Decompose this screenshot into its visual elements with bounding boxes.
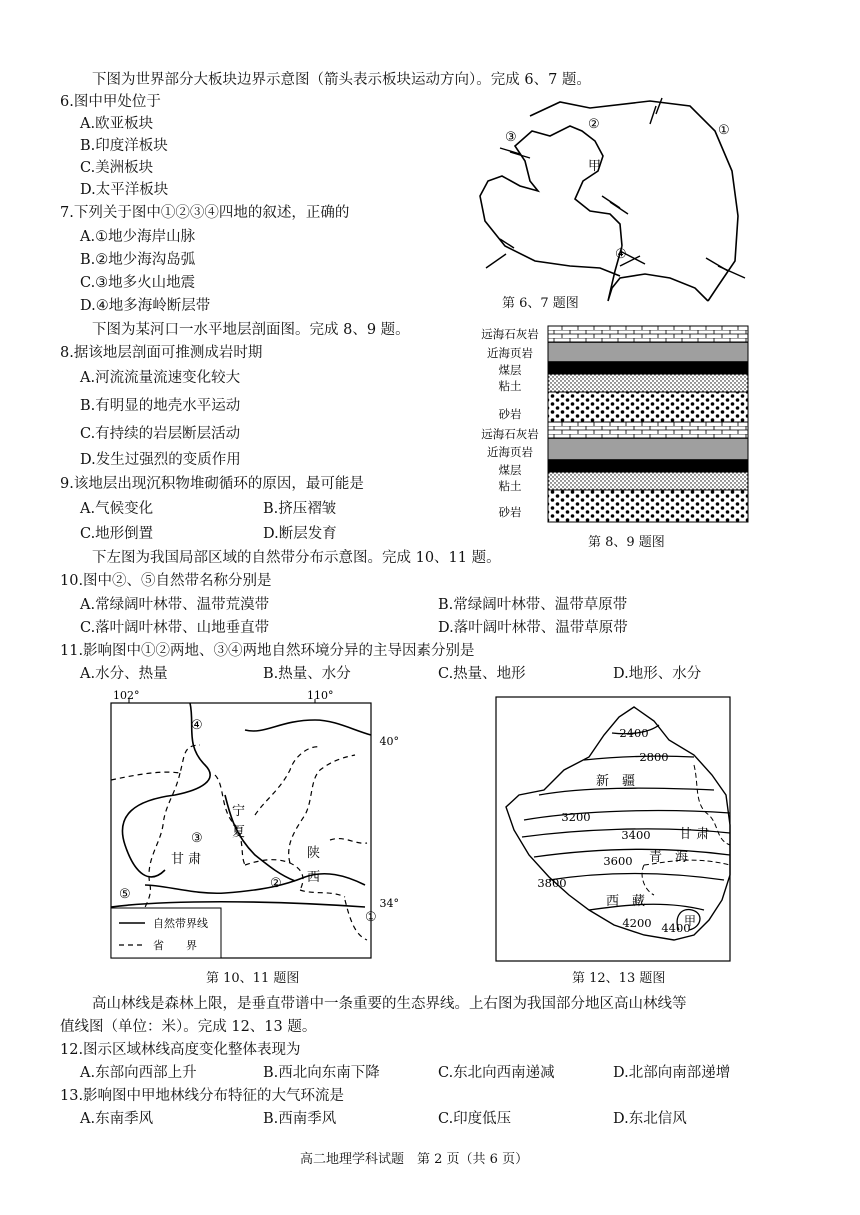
region-4: ④ xyxy=(191,718,203,733)
layer-clay-2 xyxy=(548,472,748,490)
q9-stem: 9.该地层出现沉积物堆砌循环的原因，最可能是 xyxy=(60,476,364,492)
q12-option-c: C.东北向西南递减 xyxy=(438,1065,555,1081)
layer-shale-1 xyxy=(548,342,748,362)
q9-option-b: B.挤压褶皱 xyxy=(263,501,337,517)
layer-label: 近海页岩 xyxy=(487,346,533,360)
layer-sand-2 xyxy=(548,490,748,522)
contour-2800: 2800 xyxy=(639,750,669,764)
label-gansu: 甘 肃 xyxy=(679,827,710,842)
lat-34-label: 34° xyxy=(379,897,399,910)
q6-option-a: A.欧亚板块 xyxy=(80,116,154,132)
q6-option-d: D.太平洋板块 xyxy=(80,182,169,198)
q10-option-d: D.落叶阔叶林带、温带草原带 xyxy=(438,620,628,636)
province-gansu: 甘 肃 xyxy=(171,852,202,867)
q8-option-c: C.有持续的岩层断层活动 xyxy=(80,426,241,442)
q11-stem: 11.影响图中①②两地、③④两地自然环境分异的主导因素分别是 xyxy=(60,643,475,659)
layer-shale-2 xyxy=(548,438,748,460)
layer-label: 煤层 xyxy=(498,363,522,377)
region-1: ① xyxy=(365,910,377,925)
contour-3800: 3800 xyxy=(537,876,567,890)
q6-stem: 6.图中甲处位于 xyxy=(60,94,161,110)
q10-option-c: C.落叶阔叶林带、山地垂直带 xyxy=(80,620,270,636)
q11-option-c: C.热量、地形 xyxy=(438,666,526,682)
strata-profile xyxy=(470,322,760,527)
intro-12-13-line1: 高山林线是森林上限，是垂直带谱中一条重要的生态界线。上右图为我国部分地区高山林线等 xyxy=(92,996,687,1012)
intro-6-7: 下图为世界部分大板块边界示意图（箭头表示板块运动方向）。完成 6、7 题。 xyxy=(92,72,591,88)
province-ningxia-2: 夏 xyxy=(232,825,246,840)
layer-label: 近海页岩 xyxy=(487,445,533,459)
contour-3200: 3200 xyxy=(561,810,591,824)
legend-zone-boundary: 自然带界线 xyxy=(153,917,208,930)
lat-40-label: 40° xyxy=(379,735,399,748)
layer-label: 砂岩 xyxy=(498,505,522,519)
marker-3: ③ xyxy=(505,130,517,145)
q8-option-a: A.河流流量流速变化较大 xyxy=(80,370,241,386)
layer-label: 砂岩 xyxy=(498,407,522,421)
legend-province-boundary: 省 界 xyxy=(153,939,197,952)
q8-option-b: B.有明显的地壳水平运动 xyxy=(80,398,241,414)
q12-option-b: B.西北向东南下降 xyxy=(263,1065,380,1081)
q8-option-d: D.发生过强烈的变质作用 xyxy=(80,452,241,468)
q7-option-d: D.④地多海岭断层带 xyxy=(80,298,211,314)
contour-2400: 2400 xyxy=(619,726,649,740)
lon-110-label: 110° xyxy=(307,689,334,702)
fig89-caption: 第 8、9 题图 xyxy=(588,535,665,550)
q6-option-c: C.美洲板块 xyxy=(80,160,154,176)
q9-option-d: D.断层发育 xyxy=(263,526,337,542)
q13-stem: 13.影响图中甲地林线分布特征的大气环流是 xyxy=(60,1088,345,1104)
q13-option-c: C.印度低压 xyxy=(438,1111,512,1127)
q10-stem: 10.图中②、⑤自然带名称分别是 xyxy=(60,573,272,589)
marker-1: ① xyxy=(718,123,730,138)
province-shaanxi-2: 西 xyxy=(307,870,321,885)
contour-4200: 4200 xyxy=(622,916,652,930)
layer-clay-1 xyxy=(548,374,748,392)
label-xizang: 西 藏 xyxy=(606,894,646,909)
q13-option-a: A.东南季风 xyxy=(80,1111,154,1127)
layer-limestone-1 xyxy=(548,326,748,342)
fig1213-caption: 第 12、13 题图 xyxy=(572,971,666,986)
marker-4: ④ xyxy=(615,247,627,262)
marker-2: ② xyxy=(588,117,600,132)
q11-option-a: A.水分、热量 xyxy=(80,666,168,682)
fig67-caption: 第 6、7 题图 xyxy=(502,296,579,311)
region-2: ② xyxy=(270,876,282,891)
q7-stem: 7.下列关于图中①②③④四地的叙述，正确的 xyxy=(60,205,350,221)
natural-zone-map xyxy=(105,685,405,965)
layer-label: 远海石灰岩 xyxy=(481,327,539,341)
contour-3400: 3400 xyxy=(621,828,651,842)
intro-12-13-line2: 值线图（单位：米）。完成 12、13 题。 xyxy=(60,1019,317,1035)
q8-stem: 8.据该地层剖面可推测成岩时期 xyxy=(60,345,263,361)
q12-option-a: A.东部向西部上升 xyxy=(80,1065,197,1081)
q13-option-b: B.西南季风 xyxy=(263,1111,337,1127)
q7-option-a: A.①地少海岸山脉 xyxy=(80,229,196,245)
contour-3600: 3600 xyxy=(603,854,633,868)
layer-label: 煤层 xyxy=(498,463,522,477)
q6-option-b: B.印度洋板块 xyxy=(80,138,168,154)
layer-coal-1 xyxy=(548,362,748,374)
region-3: ③ xyxy=(191,831,203,846)
fig1011-caption: 第 10、11 题图 xyxy=(206,971,300,986)
q11-option-d: D.地形、水分 xyxy=(613,666,702,682)
q12-option-d: D.北部向南部递增 xyxy=(613,1065,731,1081)
contour-4400: 4400 xyxy=(661,921,691,935)
q10-option-b: B.常绿阔叶林带、温带草原带 xyxy=(438,597,628,613)
province-shaanxi-1: 陕 xyxy=(307,846,321,861)
lon-102-label: 102° xyxy=(113,689,140,702)
q13-option-d: D.东北信风 xyxy=(613,1111,687,1127)
layer-sand-1 xyxy=(548,392,748,422)
plate-label-jia: 甲 xyxy=(588,159,602,174)
intro-10-11: 下左图为我国局部区域的自然带分布示意图。完成 10、11 题。 xyxy=(92,550,501,566)
q12-stem: 12.图示区域林线高度变化整体表现为 xyxy=(60,1042,301,1058)
intro-8-9: 下图为某河口一水平地层剖面图。完成 8、9 题。 xyxy=(92,322,410,338)
q11-option-b: B.热量、水分 xyxy=(263,666,351,682)
q7-option-c: C.③地多火山地震 xyxy=(80,275,196,291)
layer-coal-2 xyxy=(548,460,748,472)
q9-option-a: A.气候变化 xyxy=(80,501,154,517)
label-jia: 甲 xyxy=(684,914,697,928)
layer-limestone-2 xyxy=(548,422,748,438)
page-footer: 高二地理学科试题 第 2 页（共 6 页） xyxy=(300,1152,529,1167)
q7-option-b: B.②地少海沟岛弧 xyxy=(80,252,196,268)
layer-label: 粘土 xyxy=(498,479,522,493)
layer-label: 粘土 xyxy=(498,379,522,393)
label-xinjiang: 新 疆 xyxy=(596,774,636,789)
tree-line-contour-map xyxy=(494,695,734,965)
q10-option-a: A.常绿阔叶林带、温带荒漠带 xyxy=(80,597,270,613)
label-qinghai: 青 海 xyxy=(649,850,689,865)
region-5: ⑤ xyxy=(119,887,131,902)
q9-option-c: C.地形倒置 xyxy=(80,526,154,542)
layer-label: 远海石灰岩 xyxy=(481,427,539,441)
plate-boundary-map xyxy=(470,96,760,311)
province-ningxia-1: 宁 xyxy=(232,804,246,819)
